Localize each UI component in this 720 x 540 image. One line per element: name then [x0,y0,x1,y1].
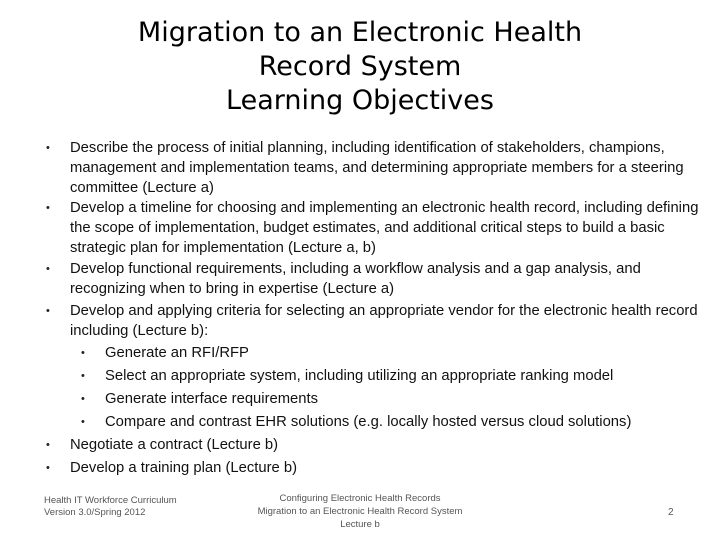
footer-left-line-1: Health IT Workforce Curriculum [44,495,177,506]
objective-item-1 [46,138,700,198]
footer-center-line-3: Lecture b [340,519,380,530]
sub-item-text-4: Compare and contrast EHR solutions (e.g. locally hosted versus cloud solutions) [105,414,632,430]
bullet-icon: • [46,202,50,214]
title-line-2: Record System [258,51,462,82]
footer-course-info [220,492,500,531]
objective-item-3 [46,259,700,299]
bullet-icon: • [81,370,85,382]
sub-item-text-1: Generate an RFI/RFP [105,345,249,361]
bullet-icon: • [46,439,50,451]
objective-text-4: Develop and applying criteria for selecting an appropriate vendor for the electronic health record including (Lecture b): [70,303,698,339]
bullet-icon: • [46,142,50,154]
bullet-icon: • [81,416,85,428]
objective-text-2: Develop a timeline for choosing and implementing an electronic health record, including defining the scope of implementation, budget estimates, and additional critical steps to build a basic strategic plan for implementation (Lecture a, b) [70,200,699,256]
objective-item-4 [46,301,700,341]
objective-text-6: Develop a training plan (Lecture b) [70,460,298,476]
objective-item-2 [46,198,700,258]
sub-item-select-system [81,366,705,386]
footer-center-line-1: Configuring Electronic Health Records [279,493,441,504]
sub-item-interface [81,389,705,409]
sub-item-rfi-rfp [81,343,705,363]
title-line-1: Migration to an Electronic Health [137,17,583,48]
sub-item-text-3: Generate interface requirements [105,391,319,407]
bullet-icon: • [81,347,85,359]
bullet-icon: • [46,462,50,474]
objective-text-3: Develop functional requirements, including a workflow analysis and a gap analysis, and recognizing when to bring in expertise (Lecture a) [70,261,641,297]
footer-curriculum [44,495,177,519]
bullet-icon: • [81,393,85,405]
title-line-3: Learning Objectives [226,85,494,116]
bullet-icon: • [46,263,50,275]
footer-center-line-2: Migration to an Electronic Health Record System [257,506,463,517]
footer-left-line-2: Version 3.0/Spring 2012 [44,507,146,518]
sub-item-text-2: Select an appropriate system, including utilizing an appropriate ranking model [105,368,614,384]
sub-item-compare [81,412,705,432]
page-number: 2 [668,507,674,518]
bullet-icon: • [46,305,50,317]
objective-item-5 [46,435,700,455]
objective-text-5: Negotiate a contract (Lecture b) [70,437,279,453]
objective-text-1: Describe the process of initial planning, including identification of stakeholders, champions, management and implementation teams, and determining appropriate members for a steering committee (Lecture a) [70,140,684,196]
objective-item-6 [46,458,700,478]
